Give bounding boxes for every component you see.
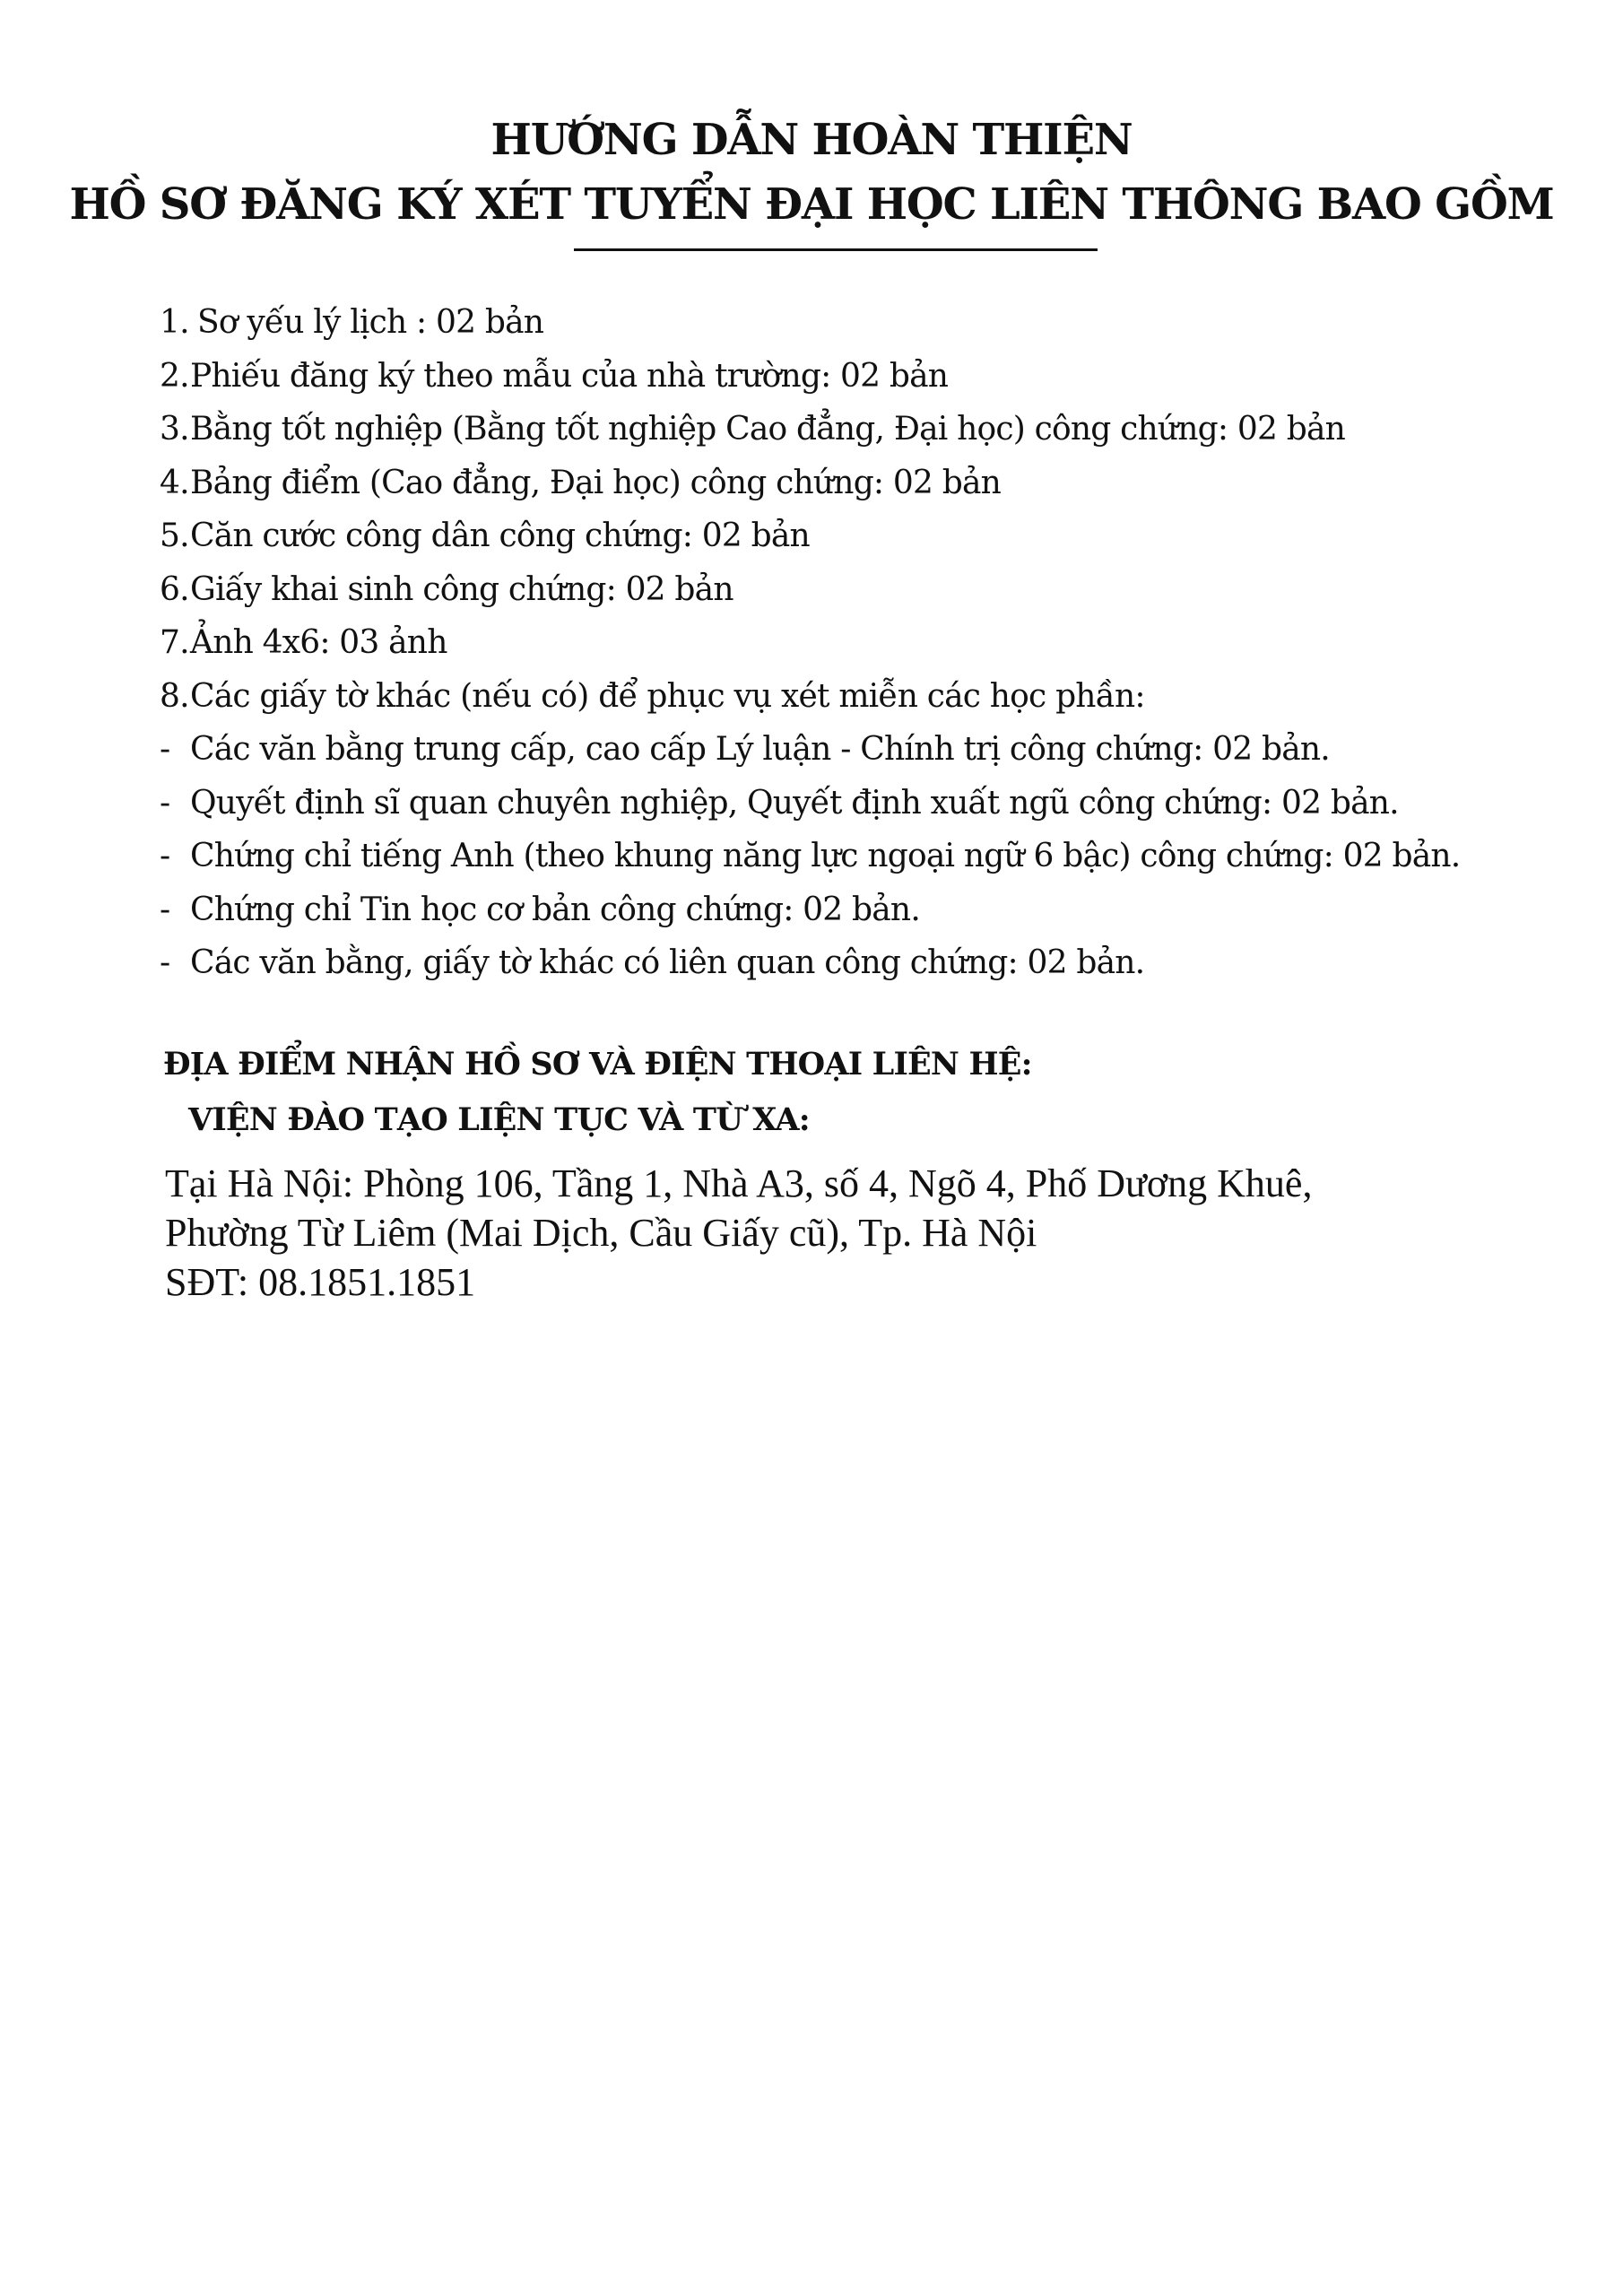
document-title-line-1: HƯỚNG DẪN HOÀN THIỆN	[490, 115, 1133, 165]
title-underline-divider	[574, 248, 1098, 251]
bullet-dash: -	[160, 838, 170, 874]
bullet-dash: -	[160, 784, 170, 822]
bullet-dash: -	[160, 944, 170, 981]
list-item-text: Căn cước công dân công chứng: 02 bản	[190, 517, 810, 554]
sub-list-item-text: Chứng chỉ Tin học cơ bản công chứng: 02 bản.	[190, 891, 920, 928]
list-item	[160, 296, 1460, 350]
list-item-number: 4.	[160, 464, 189, 501]
list-item-text: Giấy khai sinh công chứng: 02 bản	[190, 570, 733, 608]
list-item-number: 5.	[160, 517, 189, 554]
list-item-text: Bằng tốt nghiệp (Bằng tốt nghiệp Cao đẳng, Đại học) công chứng: 02 bản	[190, 411, 1346, 448]
list-item-text: Sơ yếu lý lịch : 02 bản	[197, 304, 544, 341]
list-item	[160, 350, 1460, 404]
contact-heading: ĐỊA ĐIỂM NHẬN HỒ SƠ VÀ ĐIỆN THOẠI LIÊN HỆ:	[163, 1046, 1032, 1083]
sub-list-item	[160, 777, 1460, 831]
sub-list-item-text: Chứng chỉ tiếng Anh (theo khung năng lực ngoại ngữ 6 bậc) công chứng: 02 bản.	[190, 838, 1461, 874]
list-item-text: Các giấy tờ khác (nếu có) để phục vụ xét miễn các học phần:	[190, 677, 1145, 715]
document-title-line-2: HỒ SƠ ĐĂNG KÝ XÉT TUYỂN ĐẠI HỌC LIÊN THÔNG BAO GỒM	[69, 179, 1554, 230]
sub-list-item-text: Quyết định sĩ quan chuyên nghiệp, Quyết định xuất ngũ công chứng: 02 bản.	[190, 784, 1399, 822]
bullet-dash: -	[160, 731, 170, 768]
sub-list-item-text: Các văn bằng trung cấp, cao cấp Lý luận - Chính trị công chứng: 02 bản.	[190, 731, 1330, 768]
institute-name: VIỆN ĐÀO TẠO LIỆN TỤC VÀ TỪ XA:	[188, 1101, 810, 1138]
address-line: Tại Hà Nội: Phòng 106, Tầng 1, Nhà A3, số 4, Ngõ 4, Phố Dương Khuê,	[165, 1161, 1313, 1205]
list-item	[160, 509, 1460, 563]
list-item-text: Phiếu đăng ký theo mẫu của nhà trường: 02 bản	[190, 357, 949, 395]
list-item	[160, 457, 1460, 510]
sub-list-item	[160, 830, 1460, 883]
contact-details	[165, 1159, 1312, 1307]
list-item-number: 8.	[160, 677, 189, 715]
sub-list-item-text: Các văn bằng, giấy tờ khác có liên quan công chứng: 02 bản.	[190, 944, 1145, 981]
list-item-number: 3.	[160, 411, 189, 448]
list-item-number: 7.	[160, 624, 189, 661]
list-item	[160, 670, 1460, 724]
phone-number: SĐT: 08.1851.1851	[165, 1260, 476, 1304]
list-item-number: 1.	[160, 304, 189, 341]
required-documents-list	[160, 296, 1460, 990]
list-item-number: 2.	[160, 357, 189, 395]
list-item	[160, 403, 1460, 457]
address-line: Phường Từ Liêm (Mai Dịch, Cầu Giấy cũ), Tp. Hà Nội	[165, 1211, 1037, 1255]
list-item	[160, 616, 1460, 670]
bullet-dash: -	[160, 891, 170, 928]
sub-list-item	[160, 883, 1460, 937]
sub-list-item	[160, 936, 1460, 990]
list-item-text: Ảnh 4x6: 03 ảnh	[190, 624, 447, 661]
sub-list-item	[160, 723, 1460, 777]
list-item-number: 6.	[160, 570, 189, 608]
list-item	[160, 563, 1460, 617]
list-item-text: Bảng điểm (Cao đẳng, Đại học) công chứng: 02 bản	[190, 464, 1002, 501]
